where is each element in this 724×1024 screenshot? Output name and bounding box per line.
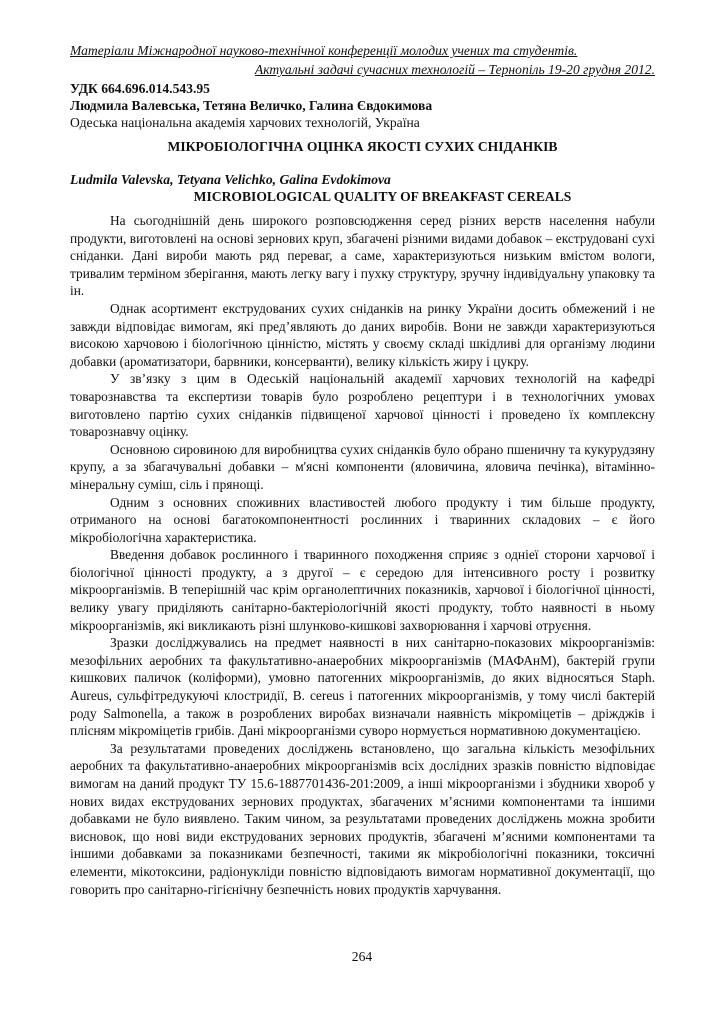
paragraph: Зразки досліджувались на предмет наявності в них санітарно-показових мікроорганізмів: мезофільних аеробних та факультативно-анаеробних мікроорганізмів (МАФАнМ), бактерій групи кишкових паличок (коліформи), умовно патогенних мікроорганізмів, до яких відносяться Staph. Aureus, сульфітредукуючі клостридії, B. cereus і патогенних мікроорганізмів, у тому числі бактерій роду Salmonella, а також в розроблених виробах визначали наявність мікроміцетів – дріжджів і плісням мікроміцетів грибів. Дані мікроорганізми суворо нормується нормативною документацією. (70, 635, 655, 739)
paragraph: За результатами проведених досліджень встановлено, що загальна кількість мезофільних аеробних та факультативно-анаеробних мікроорганізмів всіх дослідних зразків повністю відповідає вимогам на даний продукт ТУ 15.6-1887701436-201:2009, а інші мікроорганізми і збудники хвороб у нових видах екструдованих зернових продуктах, збагачених м’ясними компонентами та іншими добавками не було виявлено. Таким чином, за результатами проведених досліджень можна зробити висновок, що нові види екструдованих зернових продуктів, збагачені м’ясними компонентами та іншими добавками за показниками безпечності, такими як мікробіологічні показники, токсичні елементи, мікотоксини, радіонукліди повністю відповідають вимогам нормативної документації, що говорить про санітарно-гігієнічну безпечність нових продуктів харчування. (70, 740, 655, 897)
page-number: 264 (351, 949, 373, 964)
authors-english: Ludmila Valevska, Tetyana Velichko, Galina Evdokimova (70, 172, 391, 187)
affiliation: Одеська національна академія харчових технологій, Україна (70, 115, 420, 130)
conference-header-line2: Актуальні задачі сучасних технологій – Тернопіль 19-20 грудня 2012. (254, 62, 655, 77)
conference-header-line1: Матеріали Міжнародної науково-технічної конференції молодих учених та студентів. (70, 43, 578, 58)
title-english: MICROBIOLOGICAL QUALITY OF BREAKFAST CEREALS (193, 189, 572, 204)
title-ukrainian: МІКРОБІОЛОГІЧНА ОЦІНКА ЯКОСТІ СУХИХ СНІДАНКІВ (167, 139, 558, 154)
article-body (70, 212, 655, 898)
udk-code: УДК 664.696.014.543.95 (70, 81, 210, 96)
paragraph: Введення добавок рослинного і тваринного походження сприяє з одніеї сторони харчової і біологічної цінності продукту, а з другої – є середою для інтенсивного росту і розвитку мікроорганізмів. В теперішній час крім органолептичних показників, харчової і біологічної цінності, велику увагу приділяють санітарно-бактеріологічній якості продукту, тобто наявності в ньому мікроорганізмів, які викликають різні шлунково-кишкові захворювання і харчові отруєння. (70, 547, 655, 633)
authors-ukrainian: Людмила Валевська, Тетяна Величко, Галина Євдокимова (70, 98, 433, 113)
paragraph: Основною сировиною для виробництва сухих сніданків було обрано пшеничну та кукурудзяну крупу, а за збагачувальні добавки – м'ясні компоненти (яловичина, яловича печінка), вітамінно-мінеральну суміш, сіль і прянощі. (70, 441, 655, 492)
paragraph: На сьогоднішній день широкого розповсюдження серед різних верств населення набули продукти, виготовлені на основі зернових круп, збагачені різними видами добавок – екструдовані сухі сніданки. Дані вироби мають ряд переваг, а саме, характеризуються низьким вмістом вологи, тривалим терміном зберігання, мають легку вагу і пухку структуру, зручну індивідуальну упаковку та ін. (70, 213, 655, 299)
paragraph: У зв’язку з цим в Одеській національній академії харчових технологій на кафедрі товарознавства та експертизи товарів було розроблено рецептури і в технологічних умовах виготовлено партію сухих сніданків підвищеної харчової цінності і проведено їх комплексну товарознавчу оцінку. (70, 371, 655, 440)
paragraph: Однак асортимент екструдованих сухих сніданків на ринку України досить обмежений і не завжди відповідає вимогам, які пред’являють до даних виробів. Вони не завжди характеризуються високою харчовою і біологічною цінністю, містять у своєму складі шкідливі для організму людини добавки (ароматизатори, барвники, консерванти), велику кількість жиру і цукру. (70, 300, 655, 369)
paragraph: Одним з основних споживних властивостей любого продукту і тим більше продукту, отриманого на основі багатокомпонентності рослинних і тваринних складових – є його мікробіологічна характеристика. (70, 494, 655, 545)
